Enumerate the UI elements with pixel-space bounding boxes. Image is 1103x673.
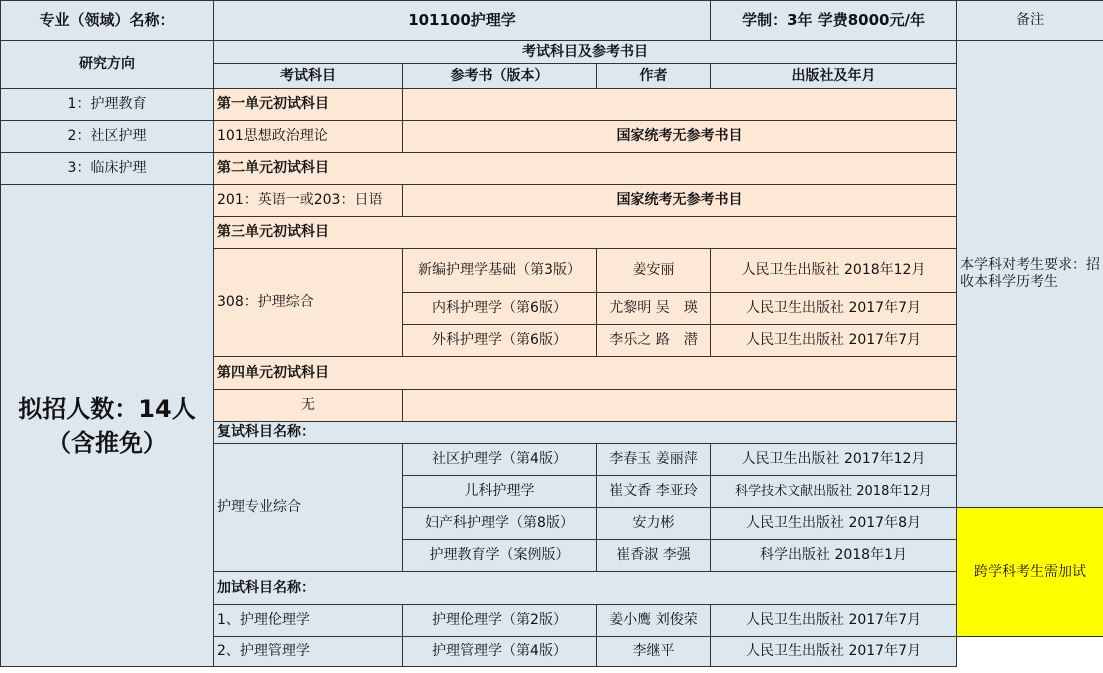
book-author: 李乐之 路 潜 (597, 325, 711, 357)
remarks-requirement: 本学科对考生要求：招收本科学历考生 (957, 41, 1103, 508)
book-title: 护理伦理学（第2版） (403, 605, 597, 637)
book-publisher: 科学出版社 2018年1月 (711, 540, 957, 572)
direction-item: 2：社区护理 (1, 121, 214, 153)
subject-header: 考试科目 (214, 64, 403, 89)
book-header: 参考书（版本） (403, 64, 597, 89)
unit1-note: 国家统考无参考书目 (403, 121, 957, 153)
unit4-blank (403, 390, 957, 422)
book-publisher: 人民卫生出版社 2017年7月 (711, 325, 957, 357)
duration-fee: 学制：3年 学费8000元/年 (711, 1, 957, 41)
book-publisher: 人民卫生出版社 2017年7月 (711, 293, 957, 325)
book-author: 李继平 (597, 637, 711, 667)
book-title: 内科护理学（第6版） (403, 293, 597, 325)
book-publisher: 人民卫生出版社 2017年12月 (711, 444, 957, 476)
book-author: 崔香淑 李强 (597, 540, 711, 572)
book-publisher: 人民卫生出版社 2018年12月 (711, 249, 957, 293)
publisher-header: 出版社及年月 (711, 64, 957, 89)
enrollment-line2: （含推免） (47, 428, 167, 457)
book-title: 社区护理学（第4版） (403, 444, 597, 476)
book-title: 新编护理学基础（第3版） (403, 249, 597, 293)
book-author: 姜小鹰 刘俊荣 (597, 605, 711, 637)
enrollment-line1: 拟招人数：14人 (18, 394, 196, 423)
cross-discipline-note: 跨学科考生需加试 (957, 508, 1103, 637)
author-header: 作者 (597, 64, 711, 89)
unit3-label: 第三单元初试科目 (214, 217, 957, 249)
unit2-note: 国家统考无参考书目 (403, 185, 957, 217)
book-title: 外科护理学（第6版） (403, 325, 597, 357)
book-author: 李春玉 姜丽萍 (597, 444, 711, 476)
book-author: 安力彬 (597, 508, 711, 540)
book-publisher: 人民卫生出版社 2017年7月 (711, 605, 957, 637)
unit1-subject: 101思想政治理论 (214, 121, 403, 153)
direction-item: 3：临床护理 (1, 153, 214, 185)
book-publisher: 科学技术文献出版社 2018年12月 (711, 476, 957, 508)
unit1-blank (403, 89, 957, 121)
enrollment-count (1, 185, 214, 667)
additional-subject: 1、护理伦理学 (214, 605, 403, 637)
direction-item: 1：护理教育 (1, 89, 214, 121)
field-name-label: 专业（领域）名称： (1, 1, 214, 41)
program-name: 101100护理学 (214, 1, 711, 41)
retest-label: 复试科目名称： (214, 422, 957, 444)
remarks-label: 备注 (957, 1, 1103, 41)
book-author: 尤黎明 吴 瑛 (597, 293, 711, 325)
book-publisher: 人民卫生出版社 2017年8月 (711, 508, 957, 540)
exam-books-header: 考试科目及参考书目 (214, 41, 957, 64)
retest-subject: 护理专业综合 (214, 444, 403, 572)
unit4-label: 第四单元初试科目 (214, 357, 957, 390)
book-author: 崔文香 李亚玲 (597, 476, 711, 508)
unit1-label: 第一单元初试科目 (214, 89, 403, 121)
book-author: 姜安丽 (597, 249, 711, 293)
additional-label: 加试科目名称： (214, 572, 957, 605)
book-title: 儿科护理学 (403, 476, 597, 508)
unit4-subject: 无 (214, 390, 403, 422)
book-title: 护理教育学（案例版） (403, 540, 597, 572)
book-title: 护理管理学（第4版） (403, 637, 597, 667)
research-direction-header: 研究方向 (1, 41, 214, 89)
unit2-subject: 201：英语一或203：日语 (214, 185, 403, 217)
book-publisher: 人民卫生出版社 2017年7月 (711, 637, 957, 667)
unit2-label: 第二单元初试科目 (214, 153, 957, 185)
unit3-subject: 308：护理综合 (214, 249, 403, 357)
additional-subject: 2、护理管理学 (214, 637, 403, 667)
book-title: 妇产科护理学（第8版） (403, 508, 597, 540)
